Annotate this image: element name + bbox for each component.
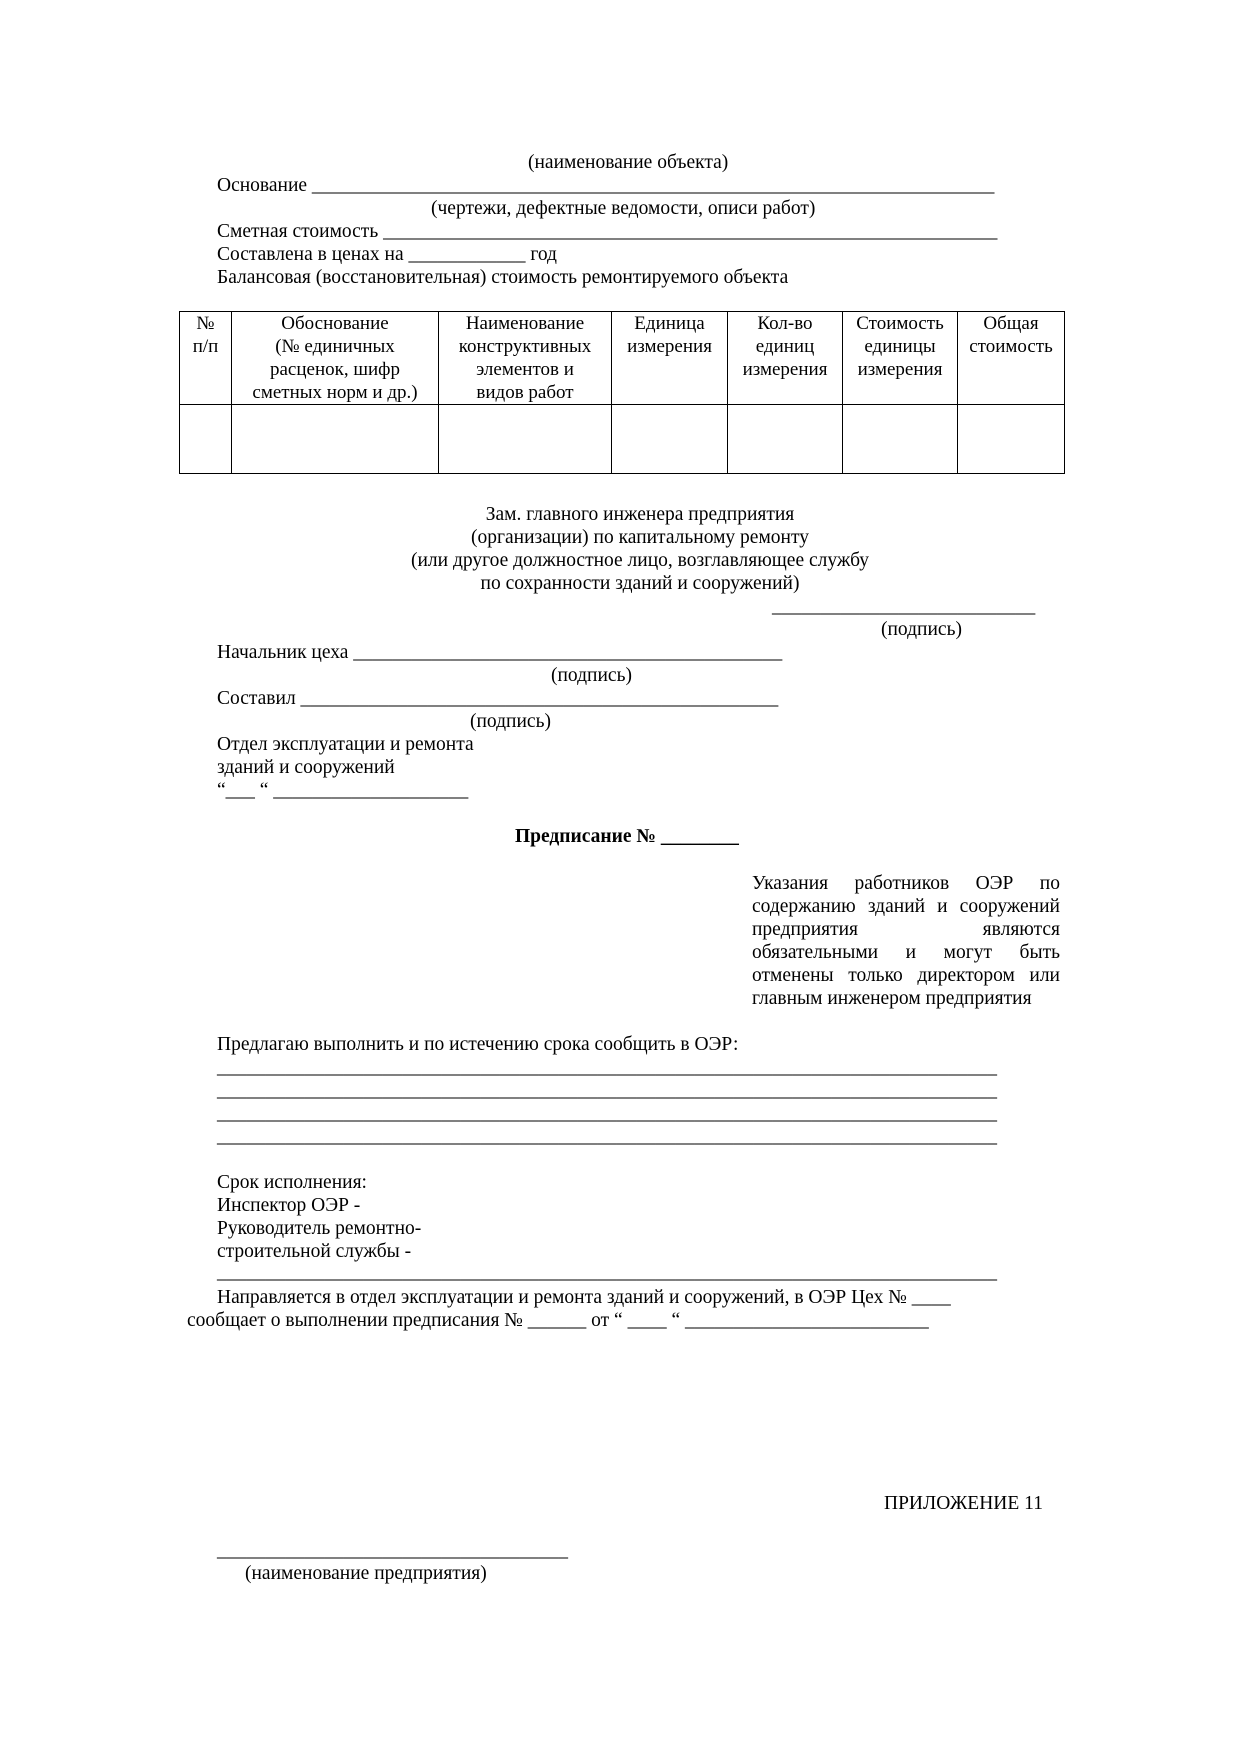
col-header-unit: Единица измерения <box>612 312 728 405</box>
balance-cost-line: Балансовая (восстановительная) стоимость ремонтируемого объекта <box>217 267 789 288</box>
shop-head-line: Начальник цеха ____________________________________________ <box>217 642 783 663</box>
repair-head-label-2: строительной службы - <box>217 1241 412 1262</box>
inspector-label: Инспектор ОЭР - <box>217 1195 361 1216</box>
table-header-row <box>180 312 1065 405</box>
enterprise-name-line: ____________________________________ <box>217 1540 568 1561</box>
order-blank-line: ________________________________________________________________________________ <box>217 1080 997 1101</box>
basis-caption: (чертежи, дефектные ведомости, описи работ) <box>431 198 816 219</box>
estimated-cost-line: Сметная стоимость _______________________________________________________________ <box>217 221 998 242</box>
col-header-quantity: Кол-во единиц измерения <box>728 312 843 405</box>
col-header-number: № п/п <box>180 312 232 405</box>
completion-report-line: сообщает о выполнении предписания № ______ от “ ____ “ _________________________ <box>187 1310 929 1331</box>
department-date-line: “___ “ ____________________ <box>217 780 469 801</box>
order-note-line: содержанию зданий и сооружений <box>752 896 1060 917</box>
composer-signature-caption: (подпись) <box>470 711 551 732</box>
order-note-line: Указания работников ОЭР по <box>752 873 1060 894</box>
repair-head-label-1: Руководитель ремонтно- <box>217 1218 422 1239</box>
object-name-caption: (наименование объекта) <box>528 152 729 173</box>
approval-title-line-1: Зам. главного инженера предприятия <box>485 504 795 525</box>
col-header-work-name: Наименование конструктивных элементов и видов работ <box>439 312 612 405</box>
table-row <box>180 405 1065 474</box>
col-header-unit-cost: Стоимость единицы измерения <box>843 312 958 405</box>
col-header-total-cost: Общая стоимость <box>958 312 1065 405</box>
enterprise-name-caption: (наименование предприятия) <box>245 1563 487 1584</box>
order-note-line: обязательными и могут быть <box>752 942 1060 963</box>
prices-year-line: Составлена в ценах на ____________ год <box>217 244 557 265</box>
table-cell <box>232 405 439 474</box>
approval-signature-caption: (подпись) <box>881 619 962 640</box>
table-cell <box>958 405 1065 474</box>
table-cell <box>612 405 728 474</box>
order-note-line: главным инженером предприятия <box>752 988 1032 1009</box>
order-blank-line: ________________________________________________________________________________ <box>217 1103 997 1124</box>
approval-title-line-3: (или другое должностное лицо, возглавляющее службу <box>410 550 870 571</box>
order-separator-line: ________________________________________________________________________________ <box>217 1262 997 1283</box>
approval-title-line-2: (организации) по капитальному ремонту <box>471 527 809 548</box>
order-note-line: отменены только директором или <box>752 965 1060 986</box>
col-header-basis: Обоснование (№ единичных расценок, шифр сметных норм и др.) <box>232 312 439 405</box>
basis-line: Основание ______________________________________________________________________ <box>217 175 995 196</box>
order-blank-line: ________________________________________________________________________________ <box>217 1126 997 1147</box>
order-blank-line: ________________________________________________________________________________ <box>217 1057 997 1078</box>
order-title: Предписание № ________ <box>515 826 739 847</box>
deadline-label: Срок исполнения: <box>217 1172 367 1193</box>
table-cell <box>439 405 612 474</box>
approval-signature-line: ___________________________ <box>772 596 1036 617</box>
composer-line: Составил _________________________________________________ <box>217 688 779 709</box>
department-line-2: зданий и сооружений <box>217 757 395 778</box>
estimate-table <box>179 311 1065 474</box>
approval-title-line-4: по сохранности зданий и сооружений) <box>480 573 800 594</box>
table-cell <box>728 405 843 474</box>
shop-head-signature-caption: (подпись) <box>551 665 632 686</box>
appendix-title: ПРИЛОЖЕНИЕ 11 <box>884 1493 1043 1514</box>
table-cell <box>843 405 958 474</box>
order-note-line: предприятия являются <box>752 919 1060 940</box>
order-propose-line: Предлагаю выполнить и по истечению срока сообщить в ОЭР: <box>217 1034 739 1055</box>
table-cell <box>180 405 232 474</box>
order-note <box>752 872 1060 1010</box>
department-line-1: Отдел эксплуатации и ремонта <box>217 734 474 755</box>
sent-to-department-line: Направляется в отдел эксплуатации и ремонта зданий и сооружений, в ОЭР Цех № ____ <box>217 1287 951 1308</box>
